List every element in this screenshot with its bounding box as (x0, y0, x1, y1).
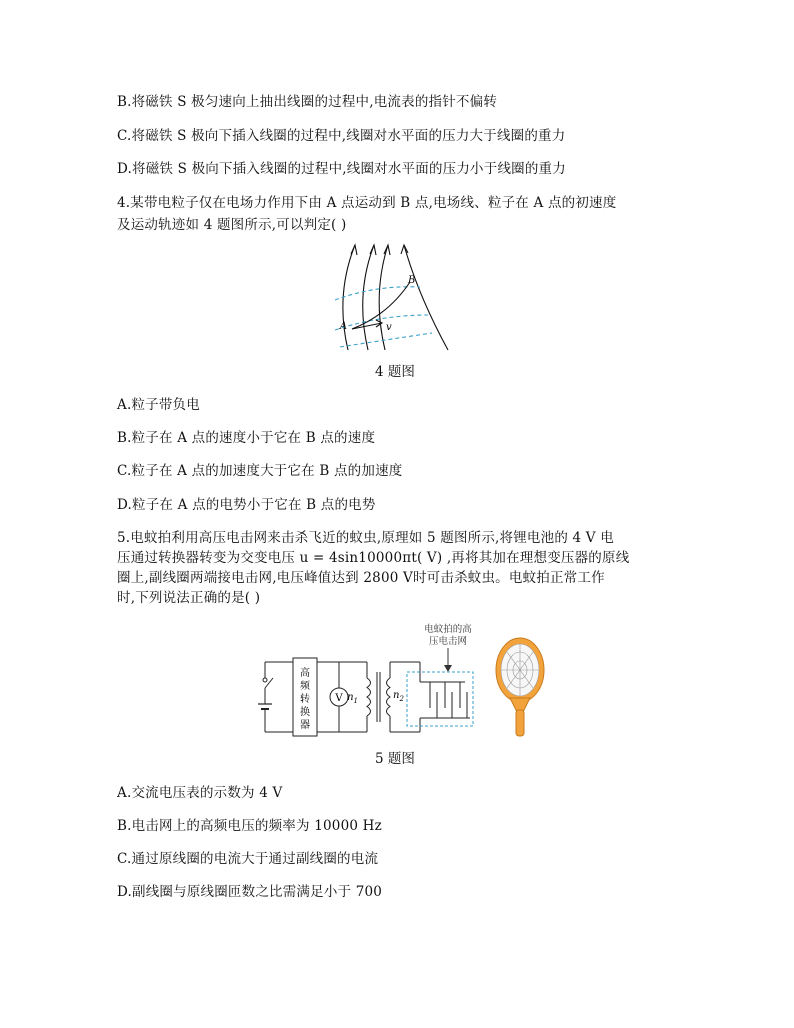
net-pointer-arrowhead-icon (444, 665, 452, 672)
field-line-3 (379, 245, 388, 350)
q3-option-d: D.将磁铁 S 极向下插入线圈的过程中,线圈对水平面的压力小于线圈的重力 (117, 161, 566, 177)
q5-stem-line2: 压通过转换器转变为交变电压 u = 4sin10000πt( V) ,再将其加在理想变压器的原线 (117, 550, 630, 566)
q4-option-d: D.粒子在 A 点的电势小于它在 B 点的电势 (117, 497, 376, 513)
converter-char-5: 器 (300, 720, 310, 731)
q5-stem-line3: 圈上,副线圈两端接电击网,电压峰值达到 2800 V时可击杀蚊虫。电蚊拍正常工作 (117, 570, 605, 586)
q5-circuit-figure (255, 620, 555, 738)
q4-stem-line2: 及运动轨迹如 4 题图所示,可以判定( ) (117, 217, 347, 233)
racket-handle (516, 710, 524, 736)
q5-option-c: C.通过原线圈的电流大于通过副线圈的电流 (117, 851, 379, 867)
primary-coil (367, 678, 371, 716)
converter-char-1: 高 (300, 668, 310, 679)
q5-option-a: A.交流电压表的示数为 4 V (117, 785, 283, 801)
label-a: A (339, 321, 347, 332)
field-line-2 (363, 245, 374, 350)
q5-stem-line1: 5.电蚊拍利用高压电击网来击杀飞近的蚊虫,原理如 5 题图所示,将锂电池的 4 V 电 (117, 530, 614, 546)
converter-char-4: 换 (300, 707, 310, 718)
q4-stem-line1: 4.某带电粒子仅在电场力作用下由 A 点运动到 B 点,电场线、粒子在 A 点的初速度 (117, 195, 617, 211)
converter-char-3: 转 (300, 694, 310, 705)
q4-figure (330, 245, 460, 353)
net-comb-upper (420, 682, 465, 708)
switch-blade (265, 678, 273, 688)
net-label-line2: 压电击网 (428, 636, 468, 647)
field-line-1 (343, 245, 355, 350)
n1-label: $n_1$ (347, 692, 358, 705)
secondary-coil (387, 678, 391, 716)
q5-stem-line4: 时,下列说法正确的是( ) (117, 590, 261, 606)
q4-option-b: B.粒子在 A 点的速度小于它在 B 点的速度 (117, 430, 376, 446)
label-b: B (408, 275, 416, 286)
q4-option-a: A.粒子带负电 (117, 397, 200, 413)
q4-figure-caption: 4 题图 (375, 364, 415, 380)
n2-label: $n_2$ (393, 690, 404, 703)
q3-option-c: C.将磁铁 S 极向下插入线圈的过程中,线圈对水平面的压力大于线圈的重力 (117, 128, 566, 144)
equipotential-1 (335, 287, 420, 300)
arrowhead-4 (401, 245, 408, 254)
net-label-line1: 电蚊拍的高 (424, 624, 472, 635)
q5-option-d: D.副线圈与原线圈匝数之比需满足小于 700 (117, 884, 383, 900)
q5-figure-caption: 5 题图 (375, 751, 415, 767)
converter-char-2: 频 (300, 681, 310, 692)
q3-option-b: B.将磁铁 S 极匀速向上抽出线圈的过程中,电流表的指针不偏转 (117, 94, 498, 110)
equipotential-3 (340, 333, 432, 347)
q5-option-b: B.电击网上的高频电压的频率为 10000 Hz (117, 818, 382, 834)
label-v: v (386, 322, 392, 333)
q4-option-c: C.粒子在 A 点的加速度大于它在 B 点的加速度 (117, 463, 403, 479)
switch-contact-icon (263, 678, 267, 682)
voltmeter-label: V (335, 693, 343, 704)
